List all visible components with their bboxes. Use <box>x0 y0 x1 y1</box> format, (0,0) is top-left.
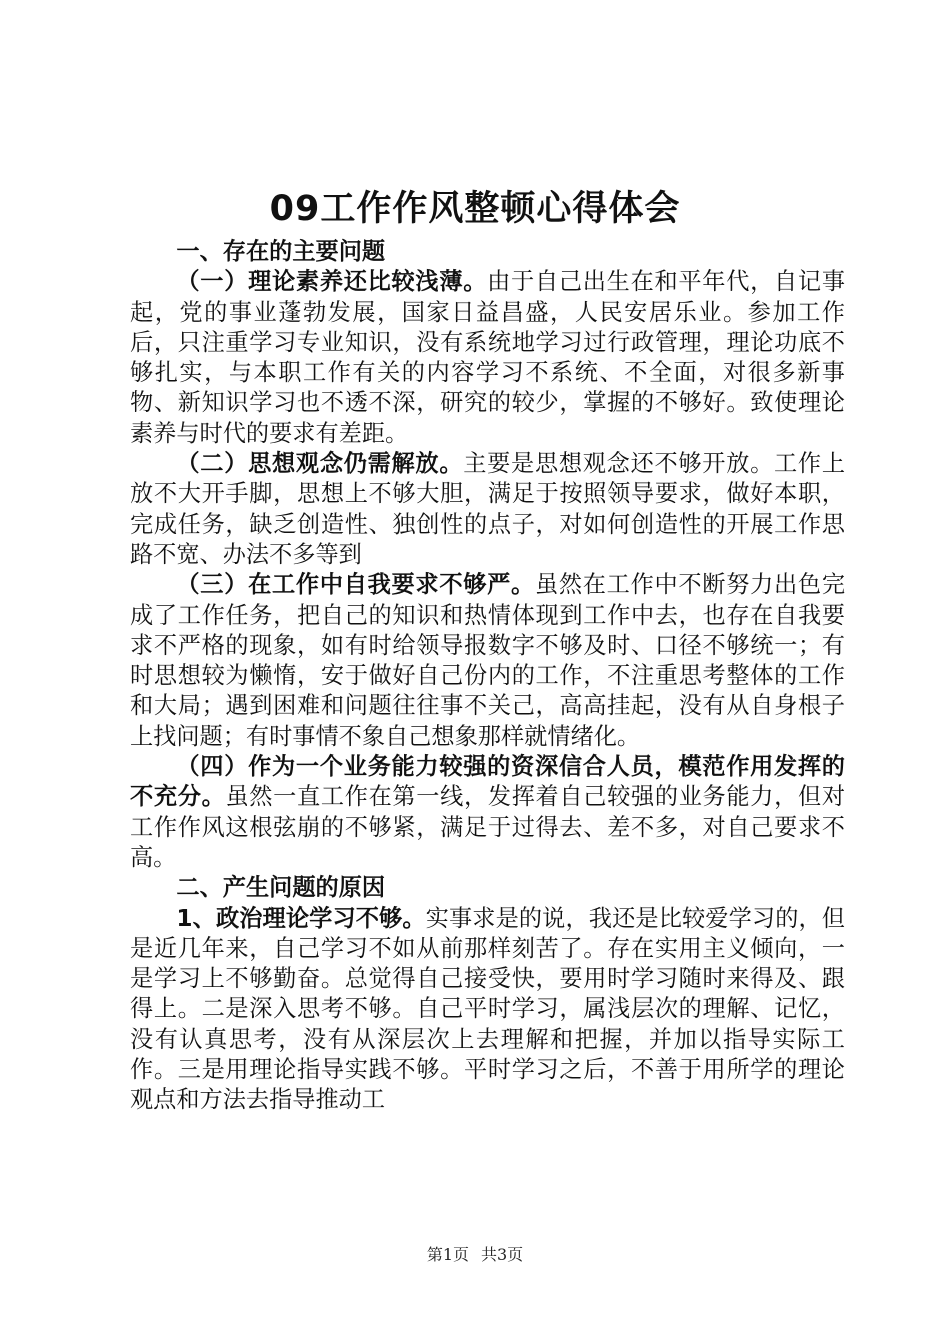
page-footer <box>0 1244 950 1266</box>
paragraph-5 <box>130 904 845 1116</box>
paragraph-4-lead: （四）作为一个业务能力较强的资深信合人员，模范作用发挥的不充分。 <box>130 753 845 811</box>
page-number-current: 第1页 <box>426 1245 469 1264</box>
paragraph-3-text: 虽然在工作中不断努力出色完成了工作任务，把自己的知识和热情体现到工作中去，也存在自我要求不严格的现象，如有时给领导报数字不够及时、口径不够统一；有时思想较为懒惰，安于做好自己份内的工作，不注重思考整体的工作和大局；遇到困难和问题往往事不关己，高高挂起，没有从自身根子上找问题；有时事情不象自己想象那样就情绪化。 <box>130 571 846 750</box>
document-body <box>130 237 845 1116</box>
paragraph-2-lead: （二）思想观念仍需解放。 <box>176 450 464 478</box>
section-heading-1: 一、存在的主要问题 <box>176 238 386 265</box>
paragraph-3 <box>130 570 845 752</box>
paragraph-5-lead: 1、政治理论学习不够。 <box>176 904 426 932</box>
page-number-total: 共3页 <box>481 1245 524 1264</box>
paragraph-5-text: 实事求是的说，我还是比较爱学习的，但是近几年来，自己学习不如从前那样刻苦了。存在实用主义倾向，一是学习上不够勤奋。总觉得自己接受快，要用时学习随时来得及、跟得上。二是深入思考不够。自己平时学习，属浅层次的理解、记忆，没有认真思考，没有从深层次上去理解和把握，并加以指导实际工作。三是用理论指导实践不够。平时学习之后，不善于用所学的理论观点和方法去指导推动工 <box>130 904 845 1114</box>
paragraph-1-lead: （一）理论素养还比较浅薄。 <box>176 268 488 296</box>
paragraph-3-lead: （三）在工作中自我要求不够严。 <box>176 571 535 599</box>
paragraph-4-text: 虽然一直工作在第一线，发挥着自己较强的业务能力，但对工作作风这根弦崩的不够紧，满足于过得去、差不多，对自己要求不高。 <box>130 783 846 871</box>
paragraph-2-text: 主要是思想观念还不够开放。工作上放不大开手脚，思想上不够大胆，满足于按照领导要求，做好本职，完成任务，缺乏创造性、独创性的点子，对如何创造性的开展工作思路不宽、办法不多等到 <box>130 450 846 568</box>
section-heading-2: 二、产生问题的原因 <box>176 874 386 902</box>
paragraph-1 <box>130 267 845 449</box>
paragraph-1-text: 由于自己出生在和平年代，自记事起，党的事业蓬勃发展，国家日益昌盛，人民安居乐业。参加工作后，只注重学习专业知识，没有系统地学习过行政管理，理论功底不够扎实，与本职工作有关的内容学习不系统、不全面，对很多新事物、新知识学习也不透不深，研究的较少，掌握的不够好。致使理论素养与时代的要求有差距。 <box>130 268 846 447</box>
paragraph-4 <box>130 752 845 873</box>
paragraph-2 <box>130 449 845 570</box>
document-title: 09工作作风整顿心得体会 <box>269 189 681 229</box>
